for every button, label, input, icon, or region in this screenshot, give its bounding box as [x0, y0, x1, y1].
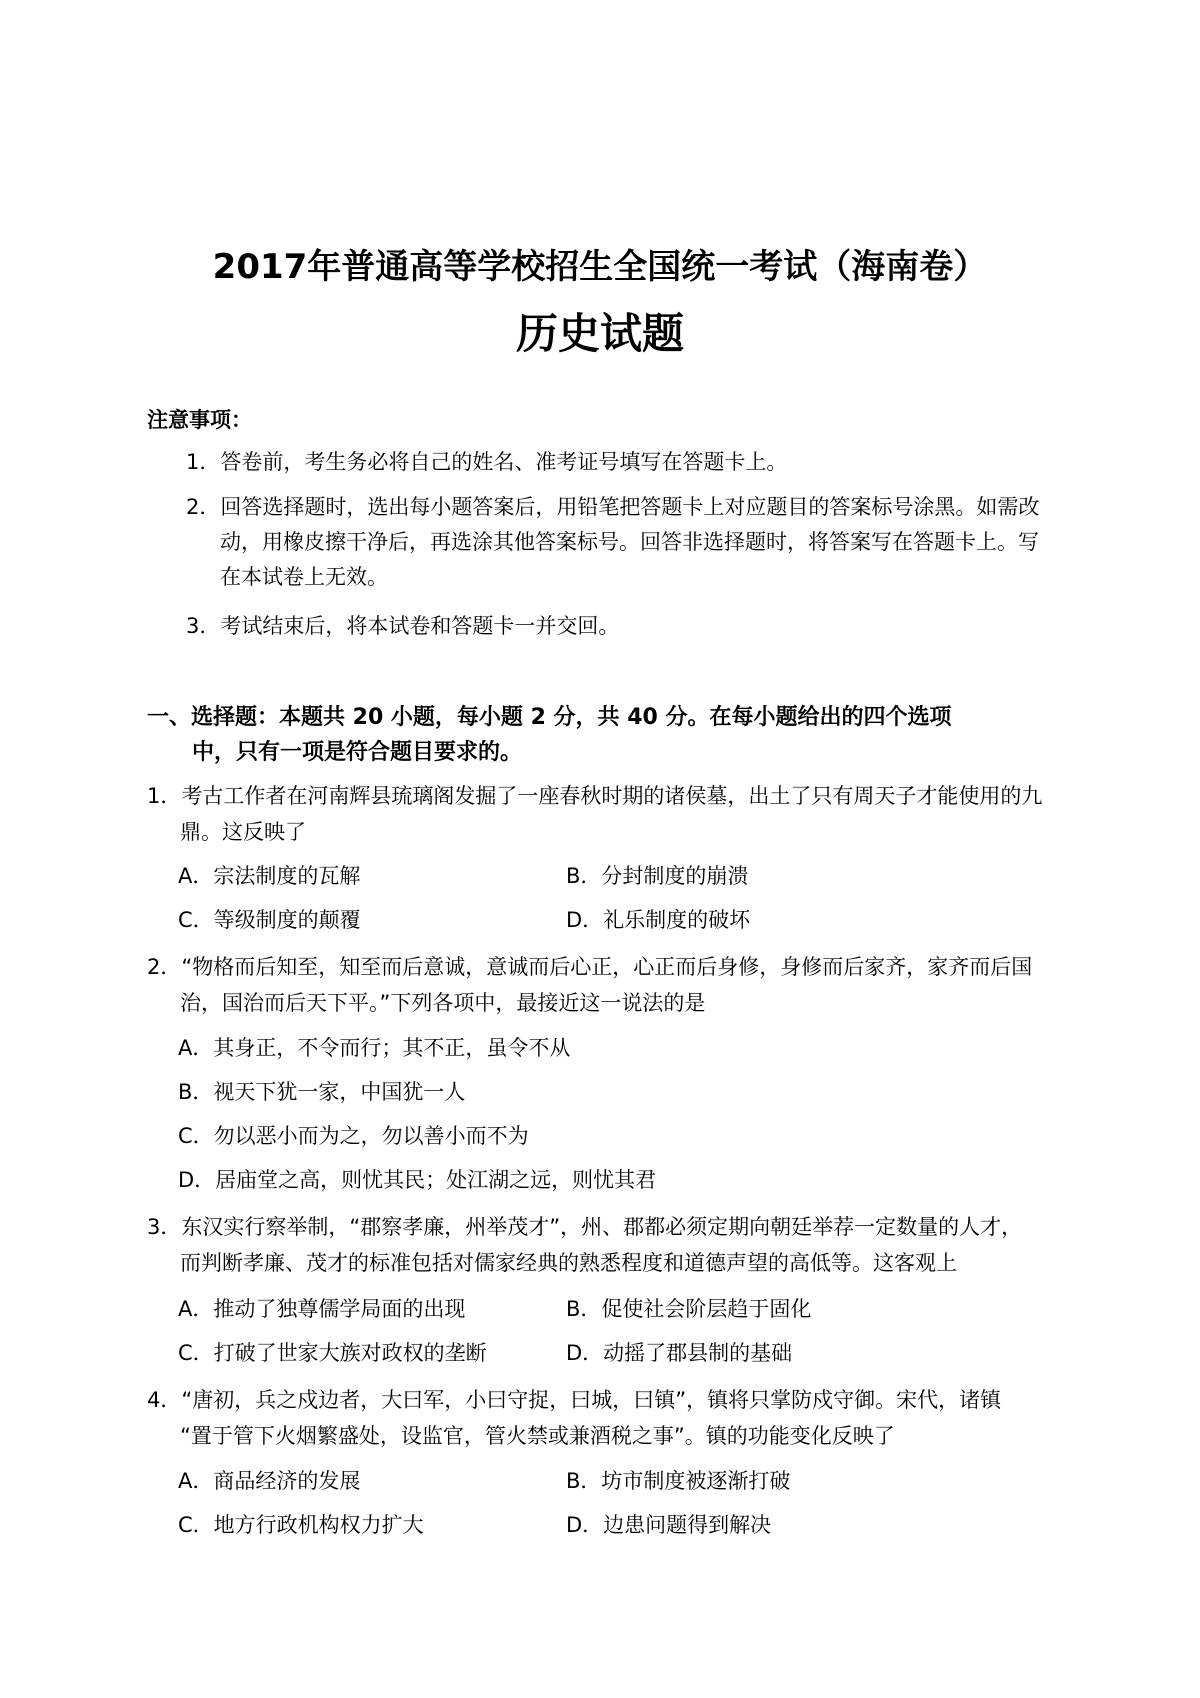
question-line: 而判断孝廉、茂才的标准包括对儒家经典的熟悉程度和道德声望的高低等。这客观上: [180, 1251, 957, 1275]
option-b: B．促使社会阶层趋于固化: [566, 1297, 812, 1321]
note-number: 2．: [186, 495, 221, 519]
option-c: C．地方行政机构权力扩大: [178, 1513, 424, 1537]
note-item-3: [186, 609, 619, 644]
option-c: C．等级制度的颠覆: [178, 908, 361, 932]
subject-title: 历史试题: [515, 309, 684, 358]
note-number: 1．: [186, 450, 221, 474]
option-a: A．推动了独尊儒学局面的出现: [178, 1297, 466, 1321]
note-line: 回答选择题时，选出每小题答案后，用铅笔把答题卡上对应题目的答案标号涂黑。如需改: [220, 495, 1040, 519]
option-c: C．打破了世家大族对政权的垄断: [178, 1341, 487, 1365]
question-number: 4．: [147, 1388, 182, 1412]
option-d: D．礼乐制度的破坏: [566, 908, 751, 932]
note-item-1: [186, 445, 787, 480]
question-4: [147, 1382, 1001, 1418]
question-line: “唐初，兵之戍边者，大曰军，小曰守捉，曰城，曰镇”，镇将只掌防戍守御。宋代，诸镇: [181, 1388, 1002, 1412]
section-heading-line: 一、选择题：本题共 20 小题，每小题 2 分，共 40 分。在每小题给出的四个选项: [147, 705, 952, 730]
question-line: 考古工作者在河南辉县琉璃阁发掘了一座春秋时期的诸侯墓，出土了只有周天子才能使用的九: [181, 784, 1043, 808]
question-line: 东汉实行察举制，“郡察孝廉，州举茂才”，州、郡都必须定期向朝廷举荐一定数量的人才，: [181, 1215, 1023, 1239]
note-line: 考试结束后，将本试卷和答题卡一并交回。: [220, 614, 620, 638]
option-b: B．坊市制度被逐渐打破: [566, 1469, 791, 1493]
note-line: 动，用橡皮擦干净后，再选涂其他答案标号。回答非选择题时，将答案写在答题卡上。写: [220, 530, 1039, 554]
option-d: D．动摇了郡县制的基础: [566, 1341, 793, 1365]
note-line: 在本试卷上无效。: [220, 565, 388, 589]
option-a: A．宗法制度的瓦解: [178, 864, 361, 888]
question-number: 2．: [147, 955, 182, 979]
section-heading: [147, 700, 952, 770]
option-d: D．居庙堂之高，则忧其民；处江湖之远，则忧其君: [178, 1168, 657, 1192]
option-d: D．边患问题得到解决: [566, 1513, 772, 1537]
notes-heading: 注意事项：: [147, 408, 252, 432]
question-line: 治，国治而后天下平。”下列各项中，最接近这一说法的是: [180, 991, 706, 1015]
question-number: 1．: [147, 784, 182, 808]
option-b: B．视天下犹一家，中国犹一人: [178, 1080, 466, 1104]
question-line: “物格而后知至，知至而后意诚，意诚而后心正，心正而后身修，身修而后家齐，家齐而后国: [181, 955, 1033, 979]
option-b: B．分封制度的崩溃: [566, 864, 749, 888]
question-line: 鼎。这反映了: [180, 820, 306, 844]
question-line: “置于管下火烟繁盛处，设监官，管火禁或兼酒税之事”。镇的功能变化反映了: [180, 1424, 895, 1448]
question-number: 3．: [147, 1215, 182, 1239]
note-number: 3．: [186, 614, 221, 638]
exam-title: 2017年普通高等学校招生全国统一考试（海南卷）: [212, 247, 988, 287]
option-a: A．商品经济的发展: [178, 1469, 361, 1493]
question-1: [147, 778, 1042, 814]
option-a: A．其身正，不令而行；其不正，虽令不从: [178, 1036, 571, 1060]
question-3: [147, 1209, 1022, 1245]
note-line: 答卷前，考生务必将自己的姓名、准考证号填写在答题卡上。: [220, 450, 788, 474]
section-heading-line: 中，只有一项是符合题目要求的。: [192, 740, 523, 765]
option-c: C．勿以恶小而为之，勿以善小而不为: [178, 1124, 529, 1148]
note-item-2: [186, 490, 1039, 525]
question-2: [147, 949, 1032, 985]
